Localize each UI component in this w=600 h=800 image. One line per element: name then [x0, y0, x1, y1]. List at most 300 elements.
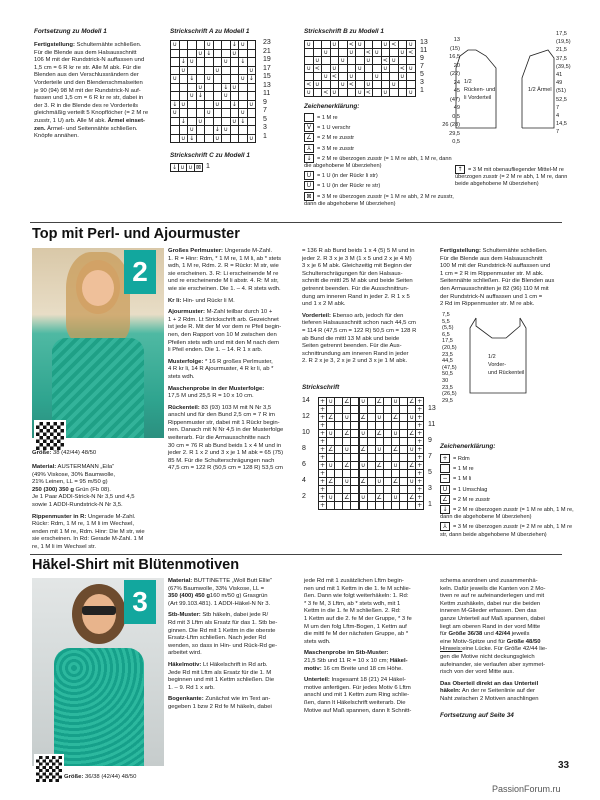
- schematic-measure: 7,5: [442, 312, 450, 318]
- legend-symbol-icon: [440, 464, 450, 473]
- schematic-measure: 49: [556, 80, 563, 87]
- text-line: Ersatz-Lftm schließen. Nach jeder Rd: [168, 635, 266, 642]
- chart-row-number: 1: [428, 501, 432, 508]
- text-line: ist jede R. Mit der M vor dem re Pfeil begin-: [168, 324, 282, 331]
- svg-text:und Rückenteil: und Rückenteil: [488, 370, 525, 376]
- text-line: 17,5 M und 25,5 R = 10 x 10 cm.: [168, 393, 254, 400]
- model-2-ajour-chart: [318, 397, 424, 509]
- chart-cell: ∠: [376, 462, 382, 469]
- chart-cell: <: [381, 56, 391, 65]
- text-line: M um den folg Lftm-Bogen, 1 Kettm auf: [304, 623, 407, 630]
- legend-item: ↑ = 3 M mit obenaufliegender Mittel-M re überzogen zusstr (= 2 M re abh, 1 M re, dann beide abgehobene M überziehen): [455, 166, 568, 188]
- chart-cell: ∪: [342, 445, 351, 454]
- chart-row-number: 11: [420, 47, 428, 54]
- schematic-measure: 23,5: [442, 384, 453, 391]
- chart-cell: <: [347, 40, 357, 49]
- schematic-measure: (51): [556, 88, 566, 95]
- chart-cell: ↓: [238, 57, 248, 67]
- chart-row-number: 14: [302, 397, 310, 404]
- text-line: für Größe 36/38 und 42/44 jeweils: [440, 631, 530, 638]
- text-line: anschl und für den Bund 2,5 cm = 7 R im: [168, 412, 275, 419]
- text-line: 2. R 2 x je 3, 2 x je 2 und 3 x je 1 M abk.: [302, 358, 408, 365]
- chart-cell: ↓: [221, 83, 231, 93]
- continuation-heading: Fortsetzung zu Modell 1: [34, 28, 107, 35]
- chart-cell: ∪: [170, 108, 180, 118]
- svg-text:1/2: 1/2: [464, 79, 472, 85]
- chart-cell: ∪: [381, 88, 391, 97]
- chart-cell: +: [318, 469, 327, 478]
- text-line: Vorderteile und den Blendenschmalseiten: [34, 79, 143, 86]
- model-3-number-badge: 3: [124, 580, 156, 624]
- schematic-measure: 49: [453, 105, 460, 111]
- chart-row-number: 3: [420, 79, 424, 86]
- chart-cell: ∪: [221, 91, 231, 101]
- legend-1-extra: [455, 165, 571, 190]
- legend-symbol-icon: ⅄: [440, 522, 450, 531]
- schematic-measure: 4: [556, 113, 560, 120]
- chart-cell: <: [330, 72, 340, 81]
- chart-cell: ∪: [342, 477, 351, 486]
- text-line: der Rundstrick-N auffassen und 1 cm =: [440, 293, 543, 300]
- text-line: Kr li: Hin- und Rückr li M.: [168, 297, 235, 304]
- section-3-rule: [30, 554, 562, 555]
- text-line: und re erscheinende M li abstr. 4. R: M str,: [168, 278, 279, 285]
- chart-row-number: 5: [420, 71, 424, 78]
- text-line: sie erscheinen. In Rd: Gerade M-Zahl. 1 M: [32, 536, 144, 543]
- model-3-qr-code[interactable]: [34, 754, 64, 784]
- legend-symbol-icon: −: [440, 474, 450, 483]
- legend-symbol-icon: ↑: [455, 165, 465, 174]
- text-line: aufeinander, sie verlaufen aber symmet-: [440, 661, 546, 668]
- chart-cell: ∪: [196, 83, 206, 93]
- chart-cell: ∪: [359, 429, 368, 438]
- text-line: Größe: 38 (42/44) 48/50: [32, 450, 97, 456]
- text-line: ßen. Dann wie folgt weiterhäkeln: 1. Rd:: [304, 593, 409, 600]
- schematic-measure: 14,5: [556, 121, 567, 128]
- text-line: = 136 R ab Bund beids 1 x 4 (5) 5 M und in: [302, 248, 415, 254]
- chart-cell: ∪: [238, 108, 248, 118]
- chart-cell: ∠: [392, 414, 399, 421]
- svg-text:Vorder-: Vorder-: [488, 362, 507, 368]
- chart-row-number: 19: [263, 56, 271, 63]
- chart-cell: ∪: [407, 413, 416, 422]
- text-line: jeder 2. R 1 x 2 und 3 x je 1 M abk = 65 (75): [168, 450, 284, 457]
- chart-cell: ∠: [327, 414, 334, 421]
- text-line: (Art 99.103.481). 1 ADDI-Häkel-N Nr 3.: [168, 600, 271, 607]
- chart-cell: ∪: [313, 56, 323, 65]
- text-line: Material: BUTTINETTE „Woll Butt Ellie“: [168, 578, 272, 584]
- text-line: jeder 2. R 3 x je 3 M (1 x 5 und 2 x je 4 M): [302, 255, 412, 262]
- chart-cell: +: [318, 453, 327, 462]
- chart-cell: ∪: [359, 493, 368, 502]
- schematic-measure: (15): [450, 45, 460, 52]
- text-line: risch von der vord Mitte aus.: [440, 669, 514, 676]
- chart-cell: ∠: [408, 494, 415, 501]
- chart-cell: ∪: [230, 83, 240, 93]
- chart-row-number: 7: [428, 453, 432, 460]
- chart-cell: ∠: [327, 446, 334, 453]
- text-line: Größe: 36/38 (42/44) 48/50: [64, 774, 137, 780]
- legend-item: ↓ = 2 M re überzogen zusstr (= 1 M re abh, 1 M re, dann die abgehobene M überziehen): [440, 505, 574, 521]
- legend-item: = 1 M re: [304, 113, 454, 122]
- text-line: jede Rd mit 1 zusätzlichen Lftm begin-: [304, 578, 404, 584]
- chart-row-number: 6: [302, 461, 306, 468]
- svg-text:Rücken- und: Rücken- und: [464, 87, 496, 93]
- text-line: schnitt die mittl 25 M abk und beide Seiten: [302, 278, 413, 285]
- text-line: Stb-Muster: Stb häkeln, dabei jede R/: [168, 612, 269, 619]
- chart-cell: <: [389, 40, 399, 49]
- chart-cell: ↓: [204, 49, 214, 59]
- chart-cell: +: [415, 477, 424, 486]
- chart-cell: +: [415, 501, 424, 510]
- section-2-title: Top mit Perl- und Ajourmuster: [32, 226, 240, 242]
- text-line: gleichmäßig verteilt 5 Knopflöcher (= 2 M re: [34, 110, 149, 117]
- chart-cell: ∪: [347, 72, 357, 81]
- text-line: * 3 fe M, 3 Lftm, ab * stets wdh, mit 1: [304, 600, 401, 607]
- chart-cell: ∠: [376, 494, 382, 501]
- chart-cell: +: [318, 405, 327, 414]
- chart-cell: ∠: [344, 398, 350, 405]
- schematic-measure: 21,5: [556, 47, 567, 54]
- chart-cell: ∪: [330, 64, 340, 73]
- schematic-measure: (47,5): [442, 364, 457, 371]
- chart-cell: <: [364, 88, 374, 97]
- chart-row-number: 3: [428, 485, 432, 492]
- text-line: stets wdh.: [168, 373, 195, 380]
- legend-symbol-icon: [304, 113, 314, 122]
- chart-cell: ∪: [196, 117, 206, 127]
- chart-cell: ∪: [381, 64, 391, 73]
- chart-row-number: 7: [420, 63, 424, 70]
- chart-cell: ∪: [375, 477, 384, 486]
- model-3-column-3: [304, 578, 434, 715]
- chart-a-title: Strickschrift A zu Modell 1: [170, 28, 250, 35]
- text-line: Großes Perlmuster: Ungerade M-Zahl.: [168, 248, 273, 254]
- chart-cell: ∪: [342, 413, 351, 422]
- chart-cell: ∪: [247, 100, 257, 110]
- text-line: Je 1 Paar ADDI-Strick-N Nr 3,5 und 4,5: [32, 494, 135, 501]
- chart-cell: ↓: [187, 74, 197, 84]
- chart-cell: <: [406, 48, 416, 57]
- text-line: 1. R = Hinr: Rdm, * 1 M re, 1 M li, ab * stets: [168, 255, 282, 262]
- text-line: motiv: 16 cm Breite und 18 cm Höhe.: [304, 665, 403, 672]
- schematic-measure: (47): [450, 96, 460, 103]
- chart-cell: ∪: [389, 56, 399, 65]
- chart-cell: ∪: [389, 80, 399, 89]
- text-line: Blenden aus den Verschlussrändern der: [34, 72, 139, 79]
- schematic-measure: 13: [453, 37, 460, 43]
- legend-symbol-icon: ↓: [440, 505, 450, 514]
- legend-symbol-icon: U: [304, 181, 314, 190]
- text-line: 1 Kettm auf die 2. fe M der Gruppe, * 3 fe: [304, 615, 412, 622]
- text-line: Jede Rd mit Lftm als Ersatz für die 1. M: [168, 669, 272, 676]
- chart-cell: ∠: [376, 398, 382, 405]
- chart-cell: ∪: [326, 429, 335, 438]
- chart-cell: ∪: [398, 72, 408, 81]
- chart-cell: ∠: [360, 414, 366, 421]
- chart-cell: ∠: [360, 478, 366, 485]
- schematic-measure: (20,5): [442, 344, 457, 351]
- schematic-measure: 50,5: [442, 371, 453, 378]
- chart-cell: ∪: [364, 80, 374, 89]
- text-line: Seiten getrennt beenden. Für die Aus-: [302, 343, 402, 350]
- text-line: 21,5 Stb und 11 R = 10 x 10 cm; Häkel-: [304, 657, 408, 664]
- chart-cell: ∪: [391, 493, 400, 502]
- chart-c-row-number: 1: [206, 163, 210, 170]
- chart-cell: ∪: [406, 40, 416, 49]
- chart-cell: <: [321, 88, 331, 97]
- chart-row-number: 9: [263, 98, 267, 106]
- text-line: 1 + 2 Rdm. Lt Strickschrift arb. Gezeichnet: [168, 316, 279, 323]
- chart-cell: ∪: [338, 80, 348, 89]
- chart-cell: ↓: [230, 40, 240, 50]
- chart-cell: ∪: [330, 40, 340, 49]
- text-line: inneren M-Glieder erfassen. Den das: [440, 608, 537, 615]
- text-line: Maschenprobe in der Musterfolge:: [168, 385, 265, 392]
- chart-cell: ∪: [391, 397, 400, 406]
- legend-item: ⅄ = 3 M re zusstr: [304, 144, 454, 153]
- chart-cell: +: [318, 485, 327, 494]
- text-line: Rippenmuster in R: Ungerade M-Zahl.: [32, 513, 136, 520]
- chart-cell: ↓: [187, 134, 197, 144]
- legend-symbol-icon: U: [440, 485, 450, 494]
- legend-symbol-icon: U: [304, 171, 314, 180]
- legend-symbol-icon: ⊠: [304, 192, 314, 201]
- chart-row-number: 8: [302, 445, 306, 452]
- chart-cell: +: [415, 453, 424, 462]
- text-line: Rückr: Rdm, 1 M re, 1 M li im Wechsel,: [32, 521, 135, 528]
- chart-cell: ∪: [179, 134, 189, 144]
- text-line: 350 (400) 450 g160 m/50 g) Grasgrün: [168, 593, 268, 600]
- text-line: Knöpfe annähen.: [34, 133, 79, 140]
- chart-cell: ∠: [344, 430, 350, 437]
- schematic-measure: (26,5): [442, 391, 457, 398]
- chart-cell: ∪: [247, 134, 257, 144]
- chart-c: [170, 163, 202, 171]
- legend-symbol-icon: ∠: [304, 133, 314, 142]
- text-line: Maschenprobe im Stb-Muster:: [304, 650, 389, 657]
- chart-row-number: 13: [263, 81, 271, 89]
- text-line: Fertigstellung: Schulternähte schließen.: [34, 42, 142, 48]
- chart-cell: <: [398, 64, 408, 73]
- text-line: nen und mit 1 Kettm in die 1. fe M schlie-: [304, 585, 411, 592]
- chart-cell: ∪: [372, 72, 382, 81]
- chart-cell: ∪: [304, 40, 314, 49]
- text-line: Das Oberteil direkt an das Unterteil: [440, 680, 539, 687]
- schematic-measure: 0,5: [452, 113, 460, 120]
- schematic-measure: 0,5: [452, 139, 460, 145]
- schematic-measure: 30: [442, 377, 449, 384]
- chart-cell: ∪: [204, 74, 214, 84]
- legend-symbol-icon: ↓: [304, 154, 314, 163]
- legend-symbol-icon: V: [304, 123, 314, 132]
- chart-row-number: 2: [302, 493, 306, 500]
- chart-cell: ∠: [408, 398, 415, 405]
- chart-cell: ↓: [230, 100, 240, 110]
- chart-cell: ∪: [355, 64, 365, 73]
- chart-cell: <: [304, 80, 314, 89]
- legend-item: U = 1 U (in der Rückr li str): [304, 171, 454, 180]
- text-line: 1 cm = 2 R im Rippenmuster str. M abk.: [440, 270, 544, 277]
- svg-text:1/2: 1/2: [488, 354, 496, 360]
- schematic-measure: 5,5: [442, 318, 450, 325]
- text-line: der 3. R in die Blende des re Vorderteils: [34, 102, 139, 109]
- chart-cell: +: [415, 469, 424, 478]
- legend-symbol-icon: ∠: [440, 495, 450, 504]
- chart-row-number: 17: [263, 64, 271, 72]
- text-line: ginnen. Die Rd mit 1 Kettm in die oberste: [168, 627, 276, 634]
- text-line: re, 1 M li im Wechsel str.: [32, 543, 97, 550]
- text-line: sie erscheinen. 3. R: Li erscheinende M re: [168, 270, 279, 277]
- text-line: 21% Leinen, LL = 95 m/50 g): [32, 479, 108, 486]
- chart-cell: +: [415, 493, 424, 502]
- chart-cell: +: [318, 477, 327, 486]
- chart-row-number: 1: [420, 87, 424, 94]
- legend-item: + = Rdm: [440, 454, 574, 463]
- model-2-column-4: [440, 248, 572, 309]
- text-line: gegeben 1 bzw 2 Rd fe M häkeln, dabei: [168, 703, 272, 710]
- chart-row-number: 11: [263, 90, 271, 97]
- chart-cell: ⊠: [195, 164, 202, 171]
- chart-cell: +: [318, 501, 327, 510]
- chart-cell: <: [313, 64, 323, 73]
- text-line: sowie 1 ADDI-Rundstrick-N Nr 3,5.: [32, 501, 123, 508]
- chart-cell: +: [318, 397, 327, 406]
- text-line: Fertigstellung: Schulternähte schließen.: [440, 248, 548, 254]
- chart-cell: ↓: [238, 117, 248, 127]
- chart-cell: ∪: [406, 88, 416, 97]
- schematic-measure: 29,5: [442, 397, 453, 404]
- chart-cell: <: [364, 48, 374, 57]
- section-3-title: Häkel-Shirt mit Blütenmotiven: [32, 557, 240, 573]
- chart-cell: ∪: [313, 80, 323, 89]
- legend-item: ↓ = 2 M re überzogen zusstr (= 1 M re abh, 1 M re, dann die abgehobene M überziehen): [304, 154, 452, 169]
- legend-item: U = 1 U (in der Rückr re str): [304, 181, 454, 190]
- chart-cell: ↓: [171, 164, 178, 171]
- schematic-2-labels: [442, 312, 482, 404]
- chart-cell: +: [318, 445, 327, 454]
- chart-cell: +: [415, 421, 424, 430]
- chart-row-number: 7: [263, 107, 267, 114]
- text-line: Seitennähte schließen. Für die Blenden aus: [440, 278, 555, 285]
- schematic-measure: 26 (28) 29,5: [442, 122, 460, 137]
- chart-row-number: 9: [428, 437, 432, 444]
- chart-cell: ∪: [372, 48, 382, 57]
- text-line: 3 x je 6 M abk. Gleichzeitig mit Beginn der: [302, 263, 413, 270]
- text-line: Hinweis:eine Lücke. Für Größe 42/44 lie-: [440, 646, 548, 653]
- chart-cell: ∪: [381, 40, 391, 49]
- text-line: eine Motiv-Spitze und für Größe 48/50: [440, 638, 541, 645]
- text-line: stets wdh.: [304, 638, 331, 645]
- chart-a: [170, 40, 260, 142]
- legend-item: − = 1 M li: [440, 474, 574, 483]
- chart-cell: ∪: [304, 88, 314, 97]
- text-line: 250 (300) 350 g Grün (Fb 08).: [32, 486, 111, 493]
- chart-cell: ↓: [179, 117, 189, 127]
- continued-note: Fortsetzung auf Seite 34: [440, 712, 514, 719]
- schematic-measure: (22): [450, 71, 460, 77]
- text-line: nen. Danach mit N Nr 4,5 in der Musterfolge: [168, 427, 284, 434]
- chart-cell: +: [415, 429, 424, 438]
- chart-cell: +: [415, 461, 424, 470]
- chart-cell: ∪: [186, 163, 195, 172]
- chart-cell: ∪: [321, 48, 331, 57]
- chart-row-number: 11: [428, 421, 436, 428]
- text-line: Schulterschrägungen für den Halsaus-: [302, 270, 403, 277]
- text-line: Rd mit 3 Lftm als Ersatz für das 1. Stb be-: [168, 619, 278, 626]
- model-2-column-3: [302, 248, 430, 366]
- text-line: schema anordnen und zusammenhä-: [440, 578, 538, 584]
- chart-cell: +: [415, 413, 424, 422]
- chart-row-number: 10: [302, 429, 310, 436]
- text-line: 85 M. Für die Schulterschrägungen nach: [168, 457, 275, 464]
- chart-cell: <: [347, 80, 357, 89]
- text-line: ßen, dann lt Häkelschrift weiterarb. Die: [304, 699, 406, 706]
- chart-cell: ∪: [347, 48, 357, 57]
- chart-row-number: 13: [420, 39, 428, 46]
- chart-cell: ∪: [304, 64, 314, 73]
- chart-cell: ∪: [355, 40, 365, 49]
- chart-row-number: 9: [420, 55, 424, 62]
- chart-cell: ↓: [213, 125, 223, 135]
- chart-row-number: 15: [263, 73, 271, 80]
- text-line: Kettm zushäkeln, dabei nur die beiden: [440, 600, 541, 607]
- section-2-rule: [30, 222, 562, 223]
- text-line: (67% Baumwolle, 33% Viskose, LL =: [168, 585, 265, 592]
- model-2-qr-code[interactable]: [34, 420, 66, 452]
- text-line: wenden, so dass in Hin- und Rück-Rd ge-: [168, 642, 278, 649]
- legend-1-title: Zeichenerklärung:: [304, 103, 360, 110]
- text-line: Bogenkante: Zunächst wie im Text an-: [168, 696, 271, 703]
- model-3-size: [64, 774, 164, 782]
- chart-cell: ∠: [408, 430, 415, 437]
- chart-cell: ∪: [230, 49, 240, 59]
- text-line: nen, den Rapport von 10 M zwischen den: [168, 331, 277, 338]
- text-line: je 90 (94) 98 M mit der Rundstrick-N auf-: [34, 87, 141, 94]
- model-2-legend-title: Zeichenerklärung:: [440, 443, 496, 450]
- chart-row-number: 4: [302, 477, 306, 484]
- text-line: getrennt beenden. Für die Ausschnittrun-: [302, 285, 409, 292]
- chart-cell: ∪: [170, 40, 180, 50]
- chart-cell: ∪: [187, 57, 197, 67]
- model-2-left-column: [32, 464, 164, 552]
- model-2-column-2: [168, 248, 296, 473]
- text-line: die mittl fe M der nächsten Gruppe, ab *: [304, 631, 409, 638]
- chart-cell: ∪: [187, 125, 197, 135]
- chart-cell: ∪: [391, 429, 400, 438]
- chart-cell: ↓: [196, 91, 206, 101]
- schematic-measure: 45: [453, 88, 460, 94]
- chart-c-title: Strickschrift C zu Modell 1: [170, 152, 250, 159]
- schematic-measure: 7: [556, 129, 560, 136]
- text-line: Naht zwischen 2 Motiven anschlingen: [440, 695, 539, 702]
- text-line: Für die Blende aus dem Halsausschnitt: [440, 255, 543, 262]
- model-2-number-badge: 2: [124, 250, 156, 294]
- text-line: den Armausschnitten je 82 (96) 110 M mit: [440, 285, 549, 292]
- chart-cell: ∪: [230, 117, 240, 127]
- schematic-measure: 44,5: [442, 358, 453, 365]
- chart-cell: ∪: [187, 91, 197, 101]
- chart-cell: ∪: [391, 461, 400, 470]
- text-line: 1. – 9. Rd 1 x arb.: [168, 684, 215, 691]
- text-line: häkeln: An der re Seitenlinie auf der: [440, 688, 535, 695]
- text-line: 1,5 cm = 6 R kr re str. Alle M abk. Für die: [34, 64, 141, 71]
- model-2-size: [32, 450, 164, 458]
- chart-cell: ∪: [213, 66, 223, 76]
- chart-cell: ∪: [407, 445, 416, 454]
- schematic-measure: 23,5: [442, 351, 453, 358]
- chart-cell: ∪: [179, 100, 189, 110]
